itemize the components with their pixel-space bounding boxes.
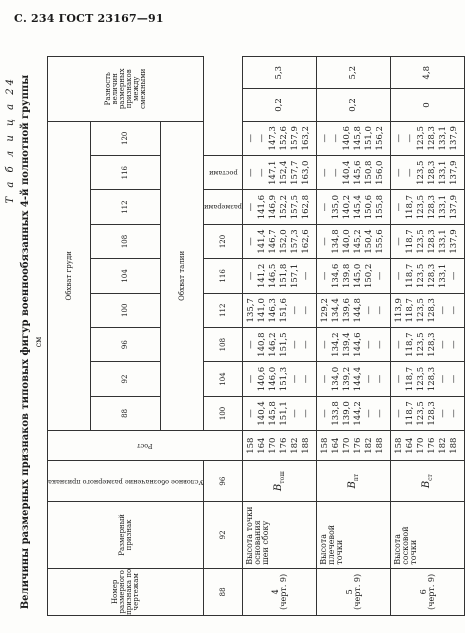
value-column-2 xyxy=(243,327,317,361)
value-cell: — xyxy=(301,271,312,281)
value-column-8 xyxy=(243,121,317,155)
value-cell: 145,8 xyxy=(353,126,364,151)
value-cell: 144,2 xyxy=(353,401,364,426)
growth-value: 170 xyxy=(268,437,279,454)
row-number xyxy=(243,568,317,615)
value-cell: 152,4 xyxy=(279,160,290,185)
value-cell: 151,6 xyxy=(279,298,290,323)
growth-value: 158 xyxy=(320,437,331,454)
value-cell: — xyxy=(290,409,301,418)
value-column-5 xyxy=(317,224,391,258)
row-number xyxy=(317,568,391,615)
value-column-7 xyxy=(317,156,391,190)
chest-value-3: 100 xyxy=(91,293,161,327)
value-cell: — xyxy=(320,237,331,246)
row-symbol-main: B xyxy=(272,483,284,492)
header-growth xyxy=(48,431,243,461)
value-column-4 xyxy=(391,259,465,293)
chest-value-5: 108 xyxy=(91,224,161,258)
table-area xyxy=(5,30,460,630)
value-cell: 146,0 xyxy=(268,366,279,392)
value-column-7 xyxy=(243,156,317,190)
row-feature: Высота сосковой точки xyxy=(391,502,465,569)
diff-size-value: 0 xyxy=(391,89,465,121)
table-label: Т а б л и ц а 24 xyxy=(5,76,16,204)
value-cell: — xyxy=(364,306,375,315)
value-cell: — xyxy=(301,409,312,418)
row-reference: (черт. 9) xyxy=(352,573,362,610)
value-cell: 118,7 xyxy=(405,263,416,289)
value-cell: 128,3 xyxy=(427,194,438,220)
value-cell: 141,6 xyxy=(257,194,268,220)
value-cell: — xyxy=(375,374,386,384)
value-column-2 xyxy=(317,327,391,361)
value-column-0 xyxy=(243,396,317,430)
value-cell: 135,0 xyxy=(331,194,342,220)
diff-size-value: 0,2 xyxy=(243,89,317,121)
value-cell: 150,6 xyxy=(364,194,375,220)
value-cell: — xyxy=(246,134,257,143)
table-row xyxy=(317,57,391,616)
value-cell: 128,3 xyxy=(427,298,438,323)
value-cell: 118,7 xyxy=(405,366,416,392)
value-cell: 118,7 xyxy=(405,194,416,220)
value-cell: 118,7 xyxy=(405,401,416,426)
value-cell: 128,3 xyxy=(427,229,438,254)
diff-growth-value: 4,8 xyxy=(391,57,465,89)
header-symbol xyxy=(48,461,204,502)
diff-size-value: 0,2 xyxy=(317,89,391,121)
value-cell: 145,6 xyxy=(353,160,364,185)
row-symbol xyxy=(391,461,465,502)
value-cell: 139,4 xyxy=(342,332,353,357)
table-row xyxy=(391,57,465,616)
value-cell: — xyxy=(405,168,416,177)
value-cell: 139,6 xyxy=(342,298,353,323)
value-cell: — xyxy=(246,202,257,212)
value-cell: 123,5 xyxy=(416,401,427,426)
header-symbol-text: Условное обозначение размерного признака xyxy=(48,477,204,486)
row-number-value: 4 xyxy=(270,589,280,595)
value-cell: 151,5 xyxy=(279,332,290,357)
value-cell: 156,2 xyxy=(375,126,386,151)
value-cell: 141,4 xyxy=(257,229,268,254)
value-column-2 xyxy=(391,327,465,361)
value-cell: 133,1 xyxy=(438,126,449,151)
value-cell: 152,2 xyxy=(279,194,290,220)
value-cell: 123,5 xyxy=(416,298,427,323)
header-diff-sizes-text: размерами xyxy=(204,203,243,212)
value-cell: — xyxy=(449,306,460,315)
row-symbol-sub: ст xyxy=(426,474,434,481)
value-cell: 146,5 xyxy=(268,263,279,289)
value-cell: — xyxy=(449,374,460,384)
value-column-7 xyxy=(391,156,465,190)
growth-value: 158 xyxy=(394,437,405,454)
row-symbol-sub: пт xyxy=(352,473,360,482)
header-growth-text: Рост xyxy=(137,442,153,451)
header-feature: Размерный признак xyxy=(48,502,204,569)
value-cell: 147,1 xyxy=(268,160,279,185)
row-number-value: 5 xyxy=(344,589,354,595)
value-cell: — xyxy=(257,134,268,143)
value-cell: — xyxy=(320,340,331,349)
value-cell: — xyxy=(290,374,301,384)
value-cell: — xyxy=(394,202,405,212)
table-unit: см xyxy=(34,336,43,348)
value-cell: 157,7 xyxy=(290,160,301,185)
value-cell: — xyxy=(320,202,331,212)
row-number xyxy=(391,568,465,615)
waist-value-5: 108 xyxy=(204,327,243,361)
value-cell: 157,1 xyxy=(290,263,301,289)
value-cell: 133,1 xyxy=(438,194,449,220)
value-column-0 xyxy=(317,396,391,430)
rotated-table-block xyxy=(5,30,460,630)
value-cell: — xyxy=(438,409,449,418)
growth-value: 170 xyxy=(342,437,353,454)
growth-value: 158 xyxy=(246,437,257,454)
value-cell: 128,3 xyxy=(427,401,438,426)
value-cell: 123,5 xyxy=(416,126,427,151)
value-cell: — xyxy=(320,168,331,177)
header-diff-growths xyxy=(204,156,243,190)
value-cell: 123,5 xyxy=(416,332,427,357)
value-cell: 133,8 xyxy=(331,401,342,426)
growth-value: 164 xyxy=(257,437,268,454)
value-cell: — xyxy=(364,340,375,349)
value-cell: — xyxy=(394,134,405,143)
row-growths xyxy=(317,431,391,461)
value-cell: 144,6 xyxy=(353,332,364,357)
value-cell: — xyxy=(320,409,331,418)
value-cell: — xyxy=(301,374,312,384)
value-column-5 xyxy=(243,224,317,258)
value-cell: — xyxy=(301,306,312,315)
growth-value: 182 xyxy=(438,437,449,454)
value-cell: — xyxy=(246,237,257,246)
value-column-1 xyxy=(317,362,391,396)
value-cell: — xyxy=(394,271,405,281)
value-cell: 150,2 xyxy=(364,263,375,289)
value-cell: — xyxy=(246,340,257,349)
growth-value: 176 xyxy=(427,437,438,454)
value-cell: — xyxy=(375,409,386,418)
value-column-0 xyxy=(391,396,465,430)
value-cell: 146,9 xyxy=(268,194,279,220)
header-diff-sizes xyxy=(204,190,243,224)
value-cell: 147,3 xyxy=(268,126,279,151)
value-column-8 xyxy=(317,121,391,155)
row-growths xyxy=(243,431,317,461)
value-cell: 151,8 xyxy=(279,263,290,289)
value-cell: 118,7 xyxy=(405,298,416,323)
value-cell: 123,5 xyxy=(416,366,427,392)
header-chest: Обхват груди xyxy=(48,121,91,431)
value-cell: 134,4 xyxy=(331,298,342,323)
value-cell: — xyxy=(246,271,257,281)
row-reference: (черт. 9) xyxy=(278,573,288,610)
growth-value: 164 xyxy=(405,437,416,454)
value-cell: 146,3 xyxy=(268,298,279,323)
value-cell: 146,2 xyxy=(268,332,279,357)
value-cell: — xyxy=(394,340,405,349)
value-cell: 128,3 xyxy=(427,366,438,392)
value-cell: 163,0 xyxy=(301,160,312,185)
value-cell: — xyxy=(246,374,257,384)
value-cell: — xyxy=(246,168,257,177)
value-cell: — xyxy=(320,271,331,281)
value-cell: 123,5 xyxy=(416,194,427,220)
chest-value-8: 120 xyxy=(91,121,161,155)
value-cell: — xyxy=(331,168,342,177)
growth-value: 170 xyxy=(416,437,427,454)
value-cell: 162,6 xyxy=(301,229,312,254)
value-cell: — xyxy=(449,340,460,349)
value-column-3 xyxy=(243,293,317,327)
value-column-6 xyxy=(391,190,465,224)
value-cell: 162,8 xyxy=(301,194,312,220)
value-cell: 139,8 xyxy=(342,263,353,289)
waist-value-1: 92 xyxy=(204,502,243,569)
value-cell: — xyxy=(405,134,416,143)
value-cell: 135,7 xyxy=(246,298,257,323)
chest-value-7: 116 xyxy=(91,156,161,190)
table-row xyxy=(243,57,317,616)
chest-value-2: 96 xyxy=(91,327,161,361)
value-cell: — xyxy=(438,374,449,384)
waist-value-6: 112 xyxy=(204,293,243,327)
value-cell: 155,8 xyxy=(375,194,386,220)
value-cell: 128,3 xyxy=(427,126,438,151)
value-cell: — xyxy=(320,134,331,143)
waist-value-4: 104 xyxy=(204,362,243,396)
value-cell: 145,4 xyxy=(353,194,364,220)
value-cell: 113,9 xyxy=(394,298,405,323)
value-cell: — xyxy=(364,374,375,384)
value-cell: 155,6 xyxy=(375,229,386,254)
value-cell: 144,4 xyxy=(353,366,364,392)
header-num: Номер размерного признака по чертежам xyxy=(48,568,204,615)
value-cell: 140,6 xyxy=(257,366,268,392)
value-cell: 137,9 xyxy=(449,194,460,220)
value-cell: 134,0 xyxy=(331,366,342,392)
row-symbol-main: B xyxy=(346,481,358,489)
value-cell: — xyxy=(449,409,460,418)
value-cell: 152,6 xyxy=(279,126,290,151)
waist-value-7: 116 xyxy=(204,259,243,293)
value-column-5 xyxy=(391,224,465,258)
waist-value-3: 100 xyxy=(204,396,243,430)
growth-value: 176 xyxy=(353,437,364,454)
value-cell: 123,5 xyxy=(416,160,427,185)
page-header: С. 234 ГОСТ 23167—91 xyxy=(14,12,164,25)
header-waist: Обхват талии xyxy=(161,121,204,431)
value-cell: 128,3 xyxy=(427,332,438,357)
value-column-3 xyxy=(391,293,465,327)
row-symbol xyxy=(243,461,317,502)
growth-value: 188 xyxy=(301,437,312,454)
header-diff: Разность величин размерных признаков между смежными xyxy=(48,57,204,122)
value-cell: 151,0 xyxy=(364,126,375,151)
diff-growth-value: 5,3 xyxy=(243,57,317,89)
value-cell: 140,6 xyxy=(342,126,353,151)
value-cell: 145,0 xyxy=(353,263,364,289)
value-cell: 141,2 xyxy=(257,263,268,289)
value-column-8 xyxy=(391,121,465,155)
value-cell: — xyxy=(290,340,301,349)
chest-value-6: 112 xyxy=(91,190,161,224)
growth-value: 164 xyxy=(331,437,342,454)
value-cell: 152,0 xyxy=(279,229,290,254)
waist-value-0: 88 xyxy=(204,568,243,615)
value-cell: 157,9 xyxy=(290,126,301,151)
value-cell: — xyxy=(449,271,460,281)
value-cell: 140,0 xyxy=(342,229,353,254)
value-cell: 140,8 xyxy=(257,332,268,357)
value-cell: 137,9 xyxy=(449,229,460,254)
value-cell: 134,2 xyxy=(331,332,342,357)
row-feature: Высота точки основания шеи сбоку xyxy=(243,502,317,569)
value-cell: — xyxy=(257,168,268,177)
value-column-3 xyxy=(317,293,391,327)
row-symbol-main: B xyxy=(420,480,432,489)
value-cell: — xyxy=(438,340,449,349)
value-cell: — xyxy=(394,237,405,246)
value-cell: — xyxy=(375,306,386,315)
growth-value: 188 xyxy=(449,437,460,454)
value-column-6 xyxy=(243,190,317,224)
value-cell: 146,7 xyxy=(268,229,279,254)
value-cell: 145,8 xyxy=(268,401,279,426)
value-cell: 145,2 xyxy=(353,229,364,254)
value-cell: — xyxy=(394,409,405,418)
value-cell: 128,3 xyxy=(427,160,438,185)
value-cell: — xyxy=(364,409,375,418)
chest-value-0: 88 xyxy=(91,396,161,430)
chest-value-1: 92 xyxy=(91,362,161,396)
growth-value: 188 xyxy=(375,437,386,454)
value-cell: 140,4 xyxy=(257,401,268,426)
value-cell: 118,7 xyxy=(405,229,416,254)
value-cell: 134,6 xyxy=(331,263,342,289)
value-cell: 151,3 xyxy=(279,366,290,392)
waist-values-row xyxy=(204,57,243,616)
row-growths xyxy=(391,431,465,461)
value-cell: 118,7 xyxy=(405,332,416,357)
value-cell: 139,0 xyxy=(342,401,353,426)
growth-value: 182 xyxy=(290,437,301,454)
header-diff-growths-text: ростами xyxy=(208,169,238,178)
value-cell: 133,1 xyxy=(438,263,449,289)
value-cell: 133,1 xyxy=(438,229,449,254)
value-cell: 150,8 xyxy=(364,160,375,185)
value-cell: 123,5 xyxy=(416,229,427,254)
value-cell: 144,8 xyxy=(353,298,364,323)
value-cell: 163,2 xyxy=(301,126,312,151)
value-cell: 123,5 xyxy=(416,263,427,289)
table-body xyxy=(243,57,465,616)
value-cell: — xyxy=(438,306,449,315)
value-cell: — xyxy=(394,168,405,177)
value-cell: 128,3 xyxy=(427,263,438,289)
value-cell: — xyxy=(320,374,331,384)
row-reference: (черт. 9) xyxy=(426,573,436,610)
value-column-4 xyxy=(317,259,391,293)
waist-value-8: 120 xyxy=(204,224,243,258)
value-cell: 134,8 xyxy=(331,229,342,254)
value-cell: 129,2 xyxy=(320,298,331,323)
value-column-1 xyxy=(391,362,465,396)
waist-value-2: 96 xyxy=(204,461,243,502)
value-cell: 157,5 xyxy=(290,194,301,220)
value-column-1 xyxy=(243,362,317,396)
value-cell: 140,2 xyxy=(342,194,353,220)
value-cell: 137,9 xyxy=(449,160,460,185)
value-cell: — xyxy=(375,271,386,281)
row-symbol-sub: тош xyxy=(278,471,286,484)
value-cell: 151,1 xyxy=(279,401,290,426)
growth-value: 176 xyxy=(279,437,290,454)
measurements-table xyxy=(47,56,465,616)
value-cell: — xyxy=(290,306,301,315)
value-cell: 133,1 xyxy=(438,160,449,185)
chest-value-4: 104 xyxy=(91,259,161,293)
value-cell: 150,4 xyxy=(364,229,375,254)
value-cell: — xyxy=(246,409,257,418)
value-cell: 141,0 xyxy=(257,298,268,323)
value-cell: — xyxy=(331,134,342,143)
value-cell: — xyxy=(301,340,312,349)
value-cell: 140,4 xyxy=(342,160,353,185)
row-number-value: 6 xyxy=(418,589,428,595)
value-cell: 139,2 xyxy=(342,366,353,392)
value-column-6 xyxy=(317,190,391,224)
value-cell: 137,9 xyxy=(449,126,460,151)
value-cell: — xyxy=(375,340,386,349)
table-caption: Величины размерных признаков типовых фигур военнообязанных 4-й полнотной группы xyxy=(20,74,31,610)
value-column-4 xyxy=(243,259,317,293)
growth-value: 182 xyxy=(364,437,375,454)
diff-growth-value: 5,2 xyxy=(317,57,391,89)
value-cell: 156,0 xyxy=(375,160,386,185)
row-feature: Высота плечевой точки xyxy=(317,502,391,569)
value-cell: — xyxy=(394,374,405,384)
row-symbol xyxy=(317,461,391,502)
table-title-block xyxy=(5,62,45,622)
value-cell: 157,3 xyxy=(290,229,301,254)
